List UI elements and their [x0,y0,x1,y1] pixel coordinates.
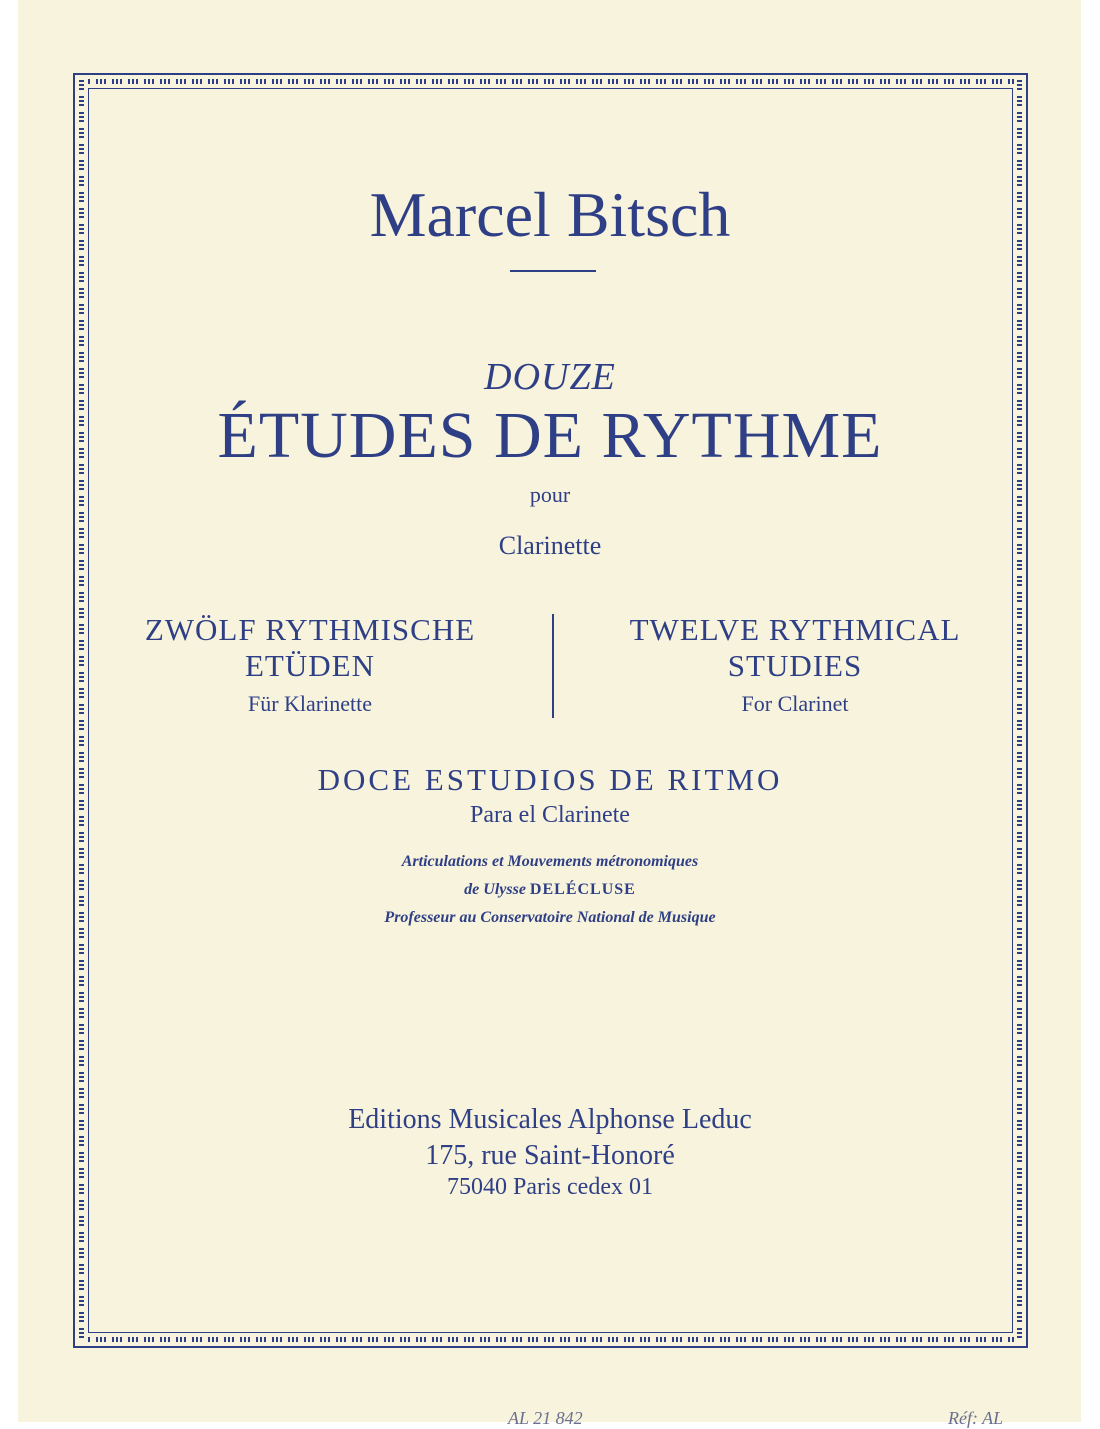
publisher-name: Editions Musicales Alphonse Leduc [348,1104,752,1135]
german-subtitle: Für Klarinette [247,691,373,716]
credits-line3: Professeur au Conservatoire National de Musique [384,909,716,926]
main-title: ÉTUDES DE RYTHME [217,399,883,472]
english-subtitle: For Clarinet [741,691,849,716]
spanish-subtitle: Para el Clarinete [470,802,630,828]
english-title-line2: STUDIES [727,648,863,683]
publisher-street: 175, rue Saint-Honoré [425,1140,675,1171]
reference-label: Réf: AL [948,1408,1004,1428]
credits-line1: Articulations et Mouvements métronomiques [401,853,699,870]
credits-line2 [0,881,1100,899]
instrument-label: Clarinette [498,531,602,560]
border-pattern-bottom [77,1334,1024,1345]
composer-name: Marcel Bitsch [369,179,731,250]
english-title-block [575,612,1015,724]
reference-number: AL 21 842 [508,1408,583,1428]
german-title-line2: ETÜDEN [245,648,375,683]
title-rule [510,270,596,272]
german-title-block [90,612,530,724]
editor-name: DELÉCLUSE [529,881,636,898]
publisher-city: 75040 Paris cedex 01 [447,1174,653,1200]
border-pattern-top [77,76,1024,87]
language-divider [552,614,554,718]
title-number: DOUZE [484,356,616,398]
credits-prefix: de Ulysse [464,881,526,898]
german-title-line1: ZWÖLF RYTHMISCHE [144,612,476,647]
english-title-line1: TWELVE RYTHMICAL [629,612,961,647]
pour-label: pour [529,482,571,507]
spanish-title: DOCE ESTUDIOS DE RITMO [317,762,783,797]
